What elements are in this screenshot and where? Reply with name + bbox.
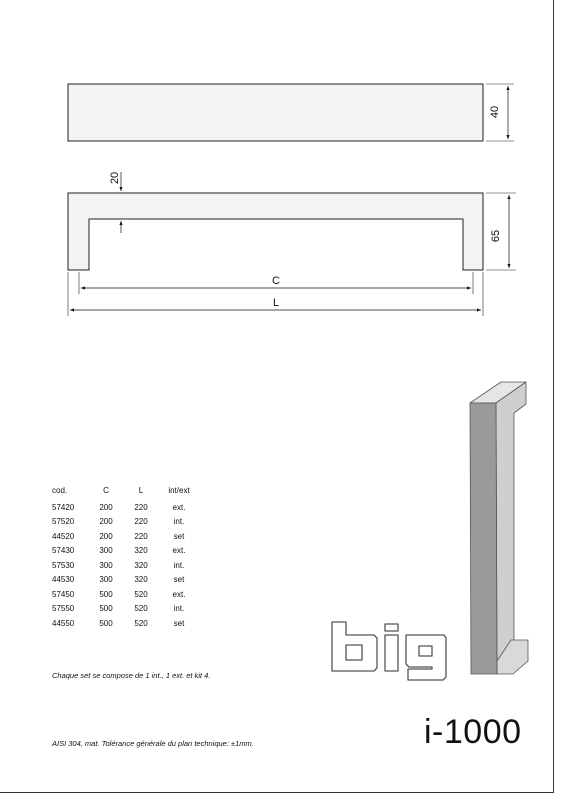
table-row (52, 500, 200, 515)
cell-int-ext: int. (173, 560, 185, 570)
model-number: i-1000 (424, 713, 522, 751)
cell-l: 220 (134, 517, 148, 527)
set-composition-note: Chaque set se compose de 1 int., 1 ext. et kit 4. (52, 671, 211, 680)
cell-int-ext: ext. (172, 546, 186, 556)
table-row (52, 558, 200, 573)
cell-l: 220 (134, 531, 148, 541)
table-row (52, 515, 200, 530)
spec-table (52, 486, 200, 631)
cell-code: 57520 (52, 517, 75, 527)
cell-int-ext: set (173, 575, 185, 585)
height-dimension (486, 84, 514, 141)
cell-int-ext: ext. (172, 502, 186, 512)
cell-int-ext: int. (173, 517, 185, 527)
handle-top-view (68, 84, 483, 141)
table-row (52, 544, 200, 559)
centers-label: C (272, 275, 280, 287)
cell-c: 200 (99, 531, 113, 541)
cell-l: 320 (134, 575, 148, 585)
header-c: C (103, 486, 109, 495)
length-label: L (272, 297, 280, 309)
centers-dimension (79, 272, 473, 294)
cell-l: 520 (134, 604, 148, 614)
cell-c: 200 (99, 502, 113, 512)
depth-dimension (486, 193, 516, 270)
cell-c: 500 (99, 604, 113, 614)
cell-l: 320 (134, 546, 148, 556)
cell-code: 57450 (52, 589, 75, 599)
cell-code: 57430 (52, 546, 75, 556)
cell-int-ext: ext. (172, 589, 186, 599)
cell-c: 500 (99, 589, 113, 599)
cell-l: 520 (134, 618, 148, 628)
cell-code: 44520 (52, 531, 75, 541)
cell-int-ext: set (173, 618, 185, 628)
cell-code: 57550 (52, 604, 75, 614)
cell-l: 220 (134, 502, 148, 512)
tolerance-note: AISI 304, mat. Tolérance générale du plan technique: ±1mm. (52, 739, 254, 748)
thickness-label: 20 (109, 171, 121, 185)
cell-c: 500 (99, 618, 113, 628)
table-row (52, 616, 200, 631)
cell-l: 520 (134, 589, 148, 599)
header-int-ext: int/ext (168, 486, 190, 495)
spec-table-header (52, 486, 200, 500)
cell-code: 57530 (52, 560, 75, 570)
cell-code: 57420 (52, 502, 75, 512)
handle-side-view (68, 193, 483, 270)
big-logo (332, 622, 446, 680)
cell-c: 300 (99, 546, 113, 556)
cell-c: 200 (99, 517, 113, 527)
height-label: 40 (489, 105, 501, 119)
cell-c: 300 (99, 575, 113, 585)
cell-code: 44550 (52, 618, 75, 628)
header-l: L (138, 486, 144, 495)
table-row (52, 602, 200, 617)
table-row (52, 587, 200, 602)
header-cod: cod. (52, 486, 68, 495)
handle-3d-render (470, 382, 528, 674)
table-row (52, 529, 200, 544)
cell-c: 300 (99, 560, 113, 570)
cell-int-ext: int. (173, 604, 185, 614)
cell-int-ext: set (173, 531, 185, 541)
cell-l: 320 (134, 560, 148, 570)
table-row (52, 573, 200, 588)
depth-label: 65 (490, 229, 502, 243)
cell-code: 44530 (52, 575, 75, 585)
